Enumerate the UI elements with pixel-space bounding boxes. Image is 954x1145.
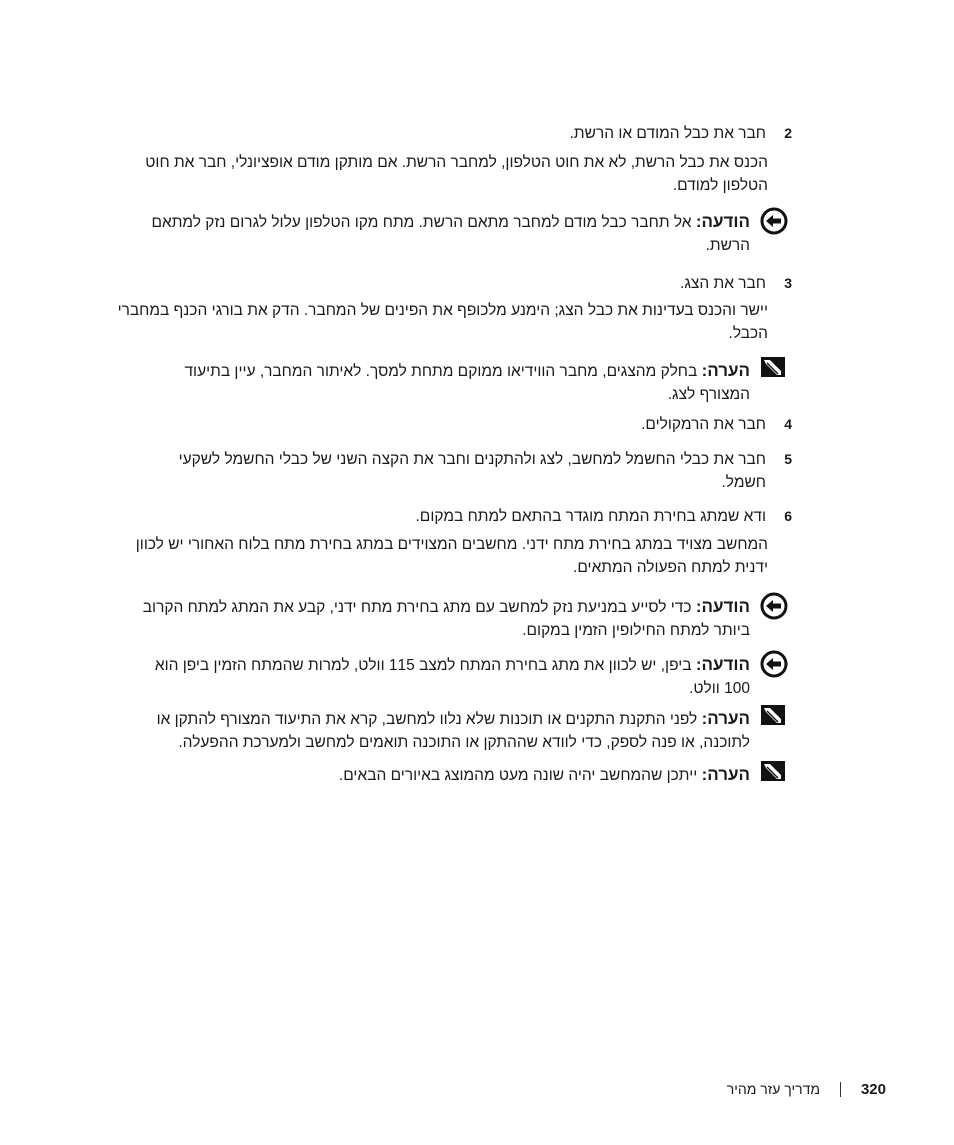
step-5	[167, 448, 792, 494]
step-3	[680, 272, 792, 295]
note-pencil-icon	[760, 704, 792, 733]
notice-icon	[760, 207, 792, 242]
step-number: 6	[784, 508, 792, 524]
page-footer	[727, 1078, 886, 1101]
note-pencil-icon	[760, 760, 792, 789]
notice-text: כדי לסייע במניעת נזק למחשב עם מתג בחירת מתח ידני, קבע את המתג למתח הקרוב ביותר למתח החילופין הזמין במקום.	[142, 599, 750, 639]
notice-text: ביפן, יש לכוון את מתג בחירת המתח למצב 115 וולט, למרות שהמתח הזמין ביפן הוא 100 וולט.	[154, 657, 750, 697]
notice-label: הודעה:	[695, 212, 750, 231]
note-text: בחלק מהצגים, מחבר הווידיאו ממוקם מתחת למסך. לאיתור המחבר, עיין בתיעוד המצורף לצג.	[184, 363, 750, 403]
notice-1	[142, 210, 792, 257]
step-text: חבר את הצג.	[680, 275, 766, 292]
page-number: 320	[860, 1081, 886, 1098]
notice-label: הודעה:	[695, 597, 750, 616]
note-label: הערה:	[701, 361, 750, 380]
paragraph-voltage: המחשב מצויד במתג בחירת מתח ידני. מחשבים המצוידים במתג בחירת מתח בלוח האחורי יש לכוון ידנית למתח הפעולה המתאים.	[135, 536, 768, 576]
note-text: לפני התקנת התקנים או תוכנות שלא נלוו למחשב, קרא את התיעוד המצורף להתקן או לתוכנה, או פנה לספק, כדי לוודא שההתקן או התוכנה תואמים למחשב ולמערכת ההפעלה.	[156, 711, 750, 751]
note-pencil-icon	[760, 356, 792, 385]
footer-divider	[840, 1082, 841, 1097]
paragraph-monitor: יישר והכנס בעדינות את כבל הצג; הימנע מלכופף את הפינים של המחבר. הדק את בורגי הכנף במחברי הכבל.	[117, 302, 768, 342]
note-3	[142, 763, 792, 789]
step-text: חבר את כבל המודם או הרשת.	[569, 125, 766, 142]
notice-icon	[760, 650, 792, 685]
step-number: 3	[784, 275, 792, 291]
step-text: חבר את כבלי החשמל למחשב, לצג ולהתקנים וחבר את הקצה השני של כבלי החשמל לשקעי חשמל.	[178, 451, 766, 491]
notice-label: הודעה:	[695, 655, 750, 674]
notice-3	[137, 653, 792, 700]
step-6	[416, 505, 793, 528]
footer-title: מדריך עזר מהיר	[726, 1081, 820, 1097]
paragraph-network: הכנס את כבל הרשת, לא את חוט הטלפון, למחבר הרשת. אם מותקן מודם אופציונלי, חבר את חוט הטלפון למודם.	[145, 154, 768, 194]
notice-text: אל תחבר כבל מודם למחבר מתאם הרשת. מתח מקו הטלפון עלול לגרום נזק למתאם הרשת.	[151, 214, 750, 254]
note-text: ייתכן שהמחשב יהיה שונה מעט מהמוצג באיורים הבאים.	[338, 767, 698, 784]
note-label: הערה:	[701, 709, 750, 728]
notice-icon	[760, 592, 792, 627]
notice-2	[132, 595, 792, 642]
step-number: 5	[784, 451, 792, 467]
note-label: הערה:	[701, 765, 750, 784]
step-4	[641, 413, 792, 436]
step-text: חבר את הרמקולים.	[641, 416, 766, 433]
step-2	[570, 122, 792, 145]
note-2	[142, 707, 792, 754]
step-number: 4	[784, 416, 792, 432]
step-number: 2	[784, 125, 792, 141]
step-text: ודא שמתג בחירת המתח מוגדר בהתאם למתח במקום.	[415, 508, 766, 525]
note-1	[130, 359, 792, 406]
